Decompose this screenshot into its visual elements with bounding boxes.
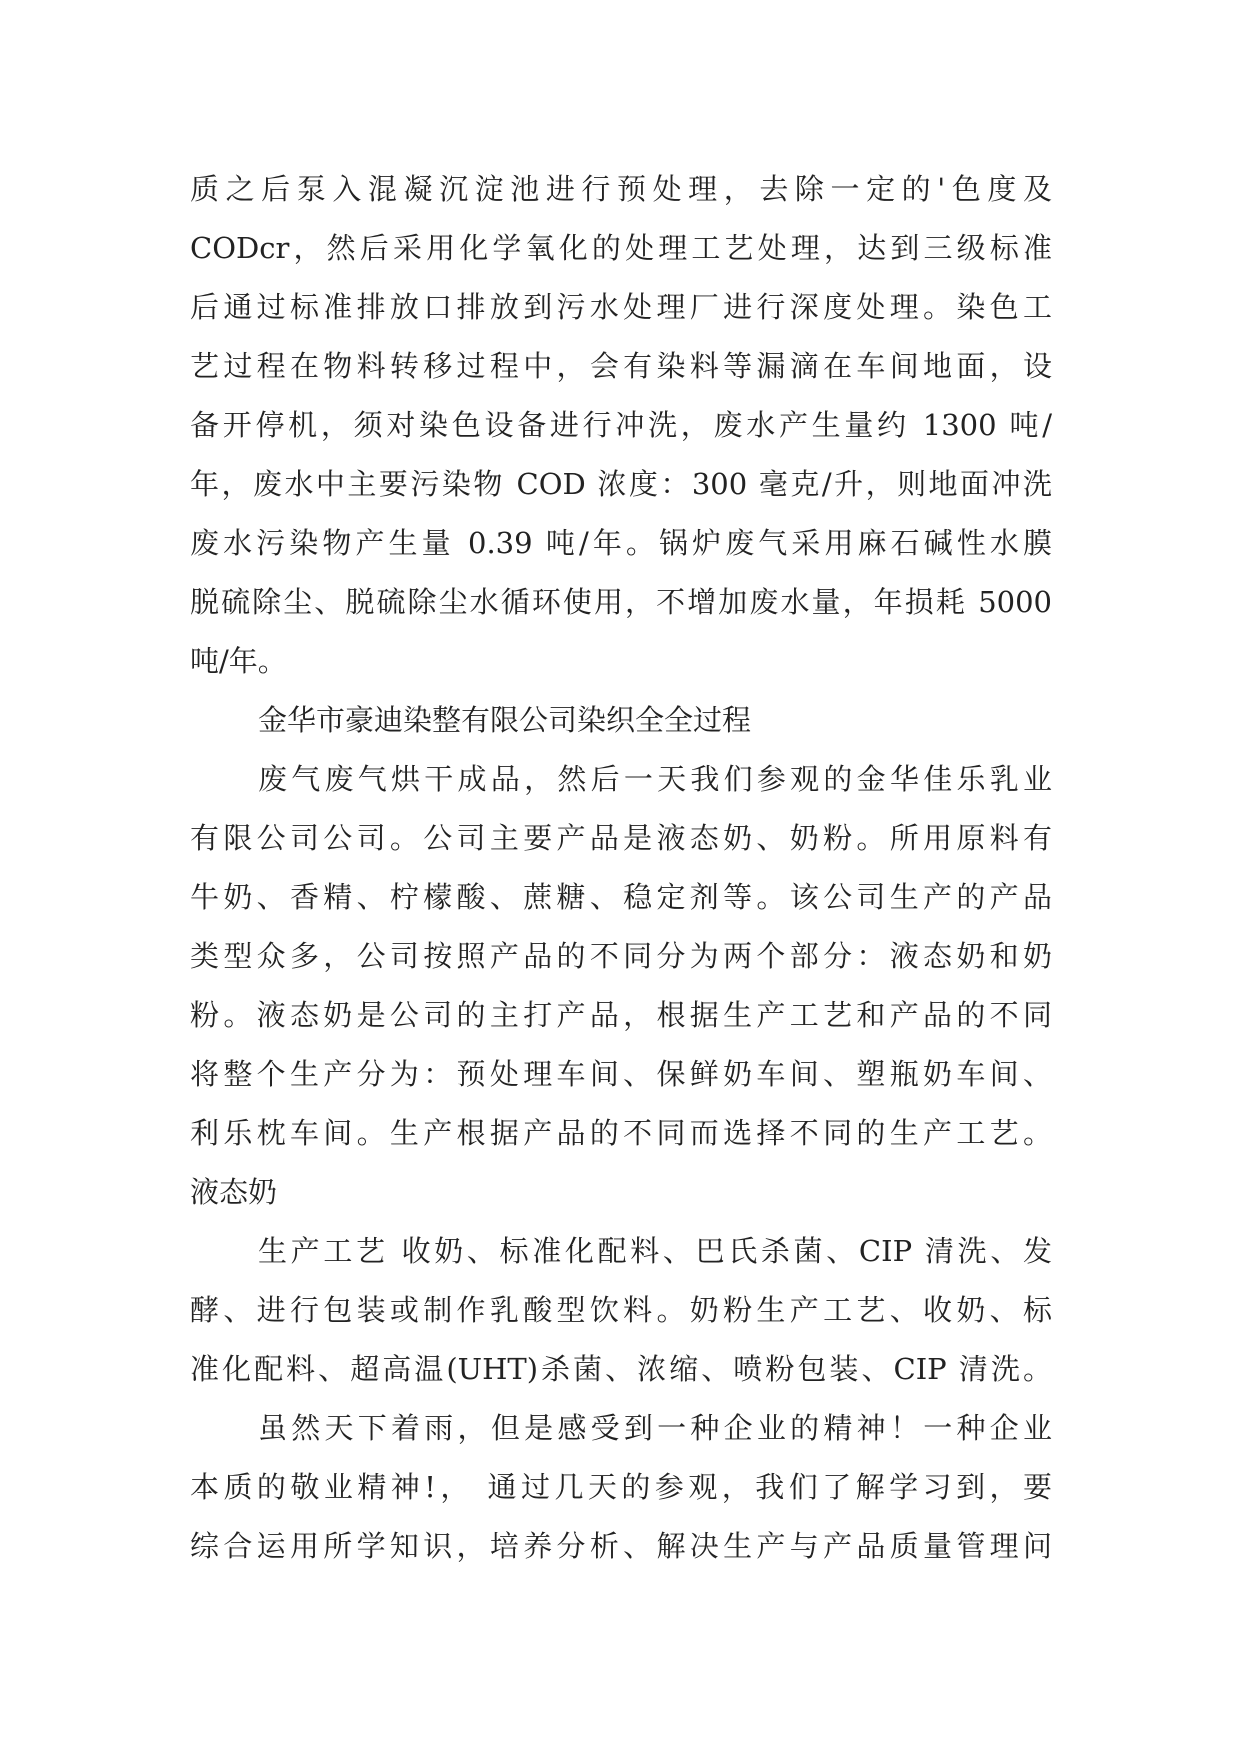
text-line: 综合运用所学知识，培养分析、解决生产与产品质量管理问: [190, 1529, 1052, 1563]
text-line: 年，废水中主要污染物 COD 浓度：300 毫克/升，则地面冲洗: [190, 467, 1052, 501]
section-heading: 金华市豪迪染整有限公司染织全全过程: [258, 703, 752, 737]
text-line: 废气废气烘干成品，然后一天我们参观的金华佳乐乳业: [258, 762, 1052, 796]
text-line: 液态奶: [190, 1175, 278, 1209]
text-line: 吨/年。: [190, 644, 287, 678]
text-line: 后通过标准排放口排放到污水处理厂进行深度处理。染色工: [190, 290, 1052, 324]
text-line: 利乐枕车间。生产根据产品的不同而选择不同的生产工艺。: [190, 1116, 1052, 1150]
text-line: 脱硫除尘、脱硫除尘水循环使用，不增加废水量，年损耗 5000: [190, 585, 1052, 619]
text-line: 本质的敬业精神!， 通过几天的参观，我们了解学习到，要: [190, 1470, 1052, 1504]
text-line: 酵、进行包装或制作乳酸型饮料。奶粉生产工艺、收奶、标: [190, 1293, 1052, 1327]
text-line: 将整个生产分为：预处理车间、保鲜奶车间、塑瓶奶车间、: [190, 1057, 1052, 1091]
text-line: 准化配料、超高温(UHT)杀菌、浓缩、喷粉包装、CIP 清洗。: [190, 1352, 1052, 1386]
text-line: 牛奶、香精、柠檬酸、蔗糖、稳定剂等。该公司生产的产品: [190, 880, 1052, 914]
text-line: 虽然天下着雨，但是感受到一种企业的精神！一种企业: [258, 1411, 1052, 1445]
text-line: 废水污染物产生量 0.39 吨/年。锅炉废气采用麻石碱性水膜: [190, 526, 1052, 560]
text-line: 质之后泵入混凝沉淀池进行预处理，去除一定的'色度及: [190, 172, 1052, 206]
text-line: 艺过程在物料转移过程中，会有染料等漏滴在车间地面，设: [190, 349, 1052, 383]
text-line: 生产工艺 收奶、标准化配料、巴氏杀菌、CIP 清洗、发: [258, 1234, 1052, 1268]
text-line: 备开停机，须对染色设备进行冲洗，废水产生量约 1300 吨/: [190, 408, 1052, 442]
text-line: 类型众多，公司按照产品的不同分为两个部分：液态奶和奶: [190, 939, 1052, 973]
document-body: [190, 160, 1052, 1576]
text-line: 有限公司公司。公司主要产品是液态奶、奶粉。所用原料有: [190, 821, 1052, 855]
text-line: 粉。液态奶是公司的主打产品，根据生产工艺和产品的不同: [190, 998, 1052, 1032]
text-line: CODcr，然后采用化学氧化的处理工艺处理，达到三级标准: [190, 231, 1052, 265]
